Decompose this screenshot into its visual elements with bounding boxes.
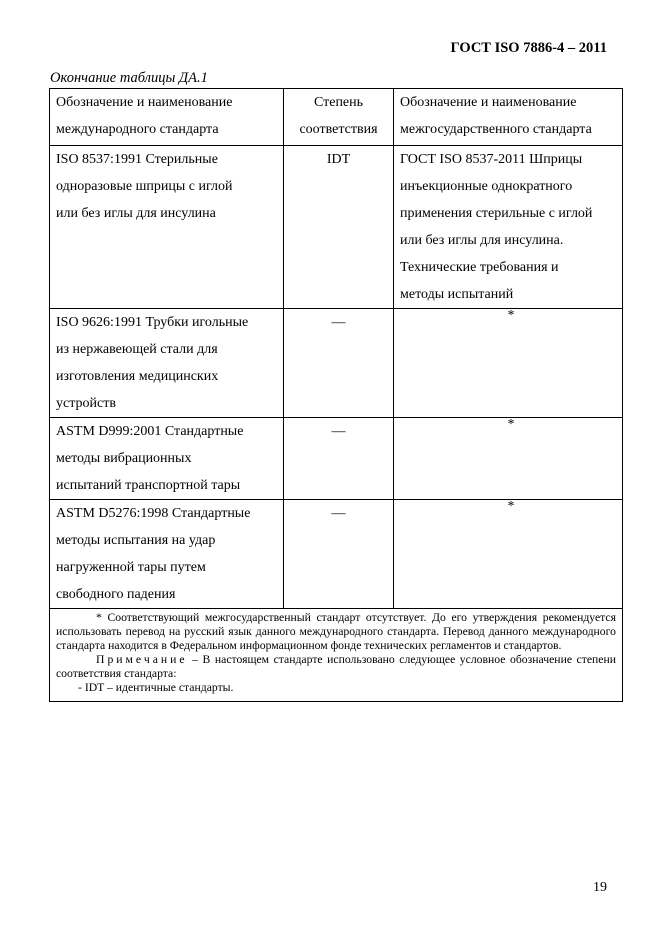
document-header-title: ГОСТ ISO 7886-4 – 2011 <box>450 40 607 56</box>
cell-degree: — <box>284 500 394 609</box>
table-header-row <box>50 89 623 146</box>
table-row <box>50 309 623 418</box>
cell-intl-standard: ASTM D5276:1998 Стандартные методы испытания на удар нагруженной тары путем свободного падения <box>50 500 284 609</box>
page-number: 19 <box>593 880 607 895</box>
table-notes-row <box>50 609 623 702</box>
cell-interstate-standard: ГОСТ ISO 8537-2011 Шприцы инъекционные однократного применения стерильные с иглой или без иглы для инсулина. Технические требования и методы испытаний <box>394 146 623 309</box>
cell-degree: — <box>284 418 394 500</box>
cell-interstate-standard: * <box>394 500 623 609</box>
cell-intl-standard: ASTM D999:2001 Стандартные методы вибрационных испытаний транспортной тары <box>50 418 284 500</box>
cell-degree: — <box>284 309 394 418</box>
table-row <box>50 418 623 500</box>
table-row <box>50 146 623 309</box>
cell-degree: IDT <box>284 146 394 309</box>
header-intl-standard: Обозначение и наименование международного стандарта <box>50 89 284 146</box>
note-paragraph <box>56 653 616 681</box>
cell-intl-standard: ISO 8537:1991 Стерильные одноразовые шприцы с иглой или без иглы для инсулина <box>50 146 284 309</box>
header-degree: Степень соответствия <box>284 89 394 146</box>
note-item: - IDT – идентичные стандарты. <box>78 681 234 694</box>
table-notes <box>50 609 623 702</box>
note-text: – В настоящем стандарте использовано следующее условное обозначение степени соответствия стандарта: <box>56 653 616 680</box>
cell-interstate-standard: * <box>394 309 623 418</box>
cell-interstate-standard: * <box>394 418 623 500</box>
table-caption: Окончание таблицы ДА.1 <box>50 70 208 86</box>
header-interstate-standard: Обозначение и наименование межгосударственного стандарта <box>394 89 623 146</box>
cell-intl-standard: ISO 9626:1991 Трубки игольные из нержавеющей стали для изготовления медицинских устройств <box>50 309 284 418</box>
table-row <box>50 500 623 609</box>
footnote-text: * Соответствующий межгосударственный стандарт отсутствует. До его утверждения рекомендуется использовать перевод на русский язык данного международного стандарта. Перевод данного международного стандарта находится в Федеральном информационном фонде технических регламентов и стандартов. <box>56 611 616 652</box>
standards-correspondence-table <box>49 88 623 702</box>
note-label: Примечание <box>96 653 188 666</box>
